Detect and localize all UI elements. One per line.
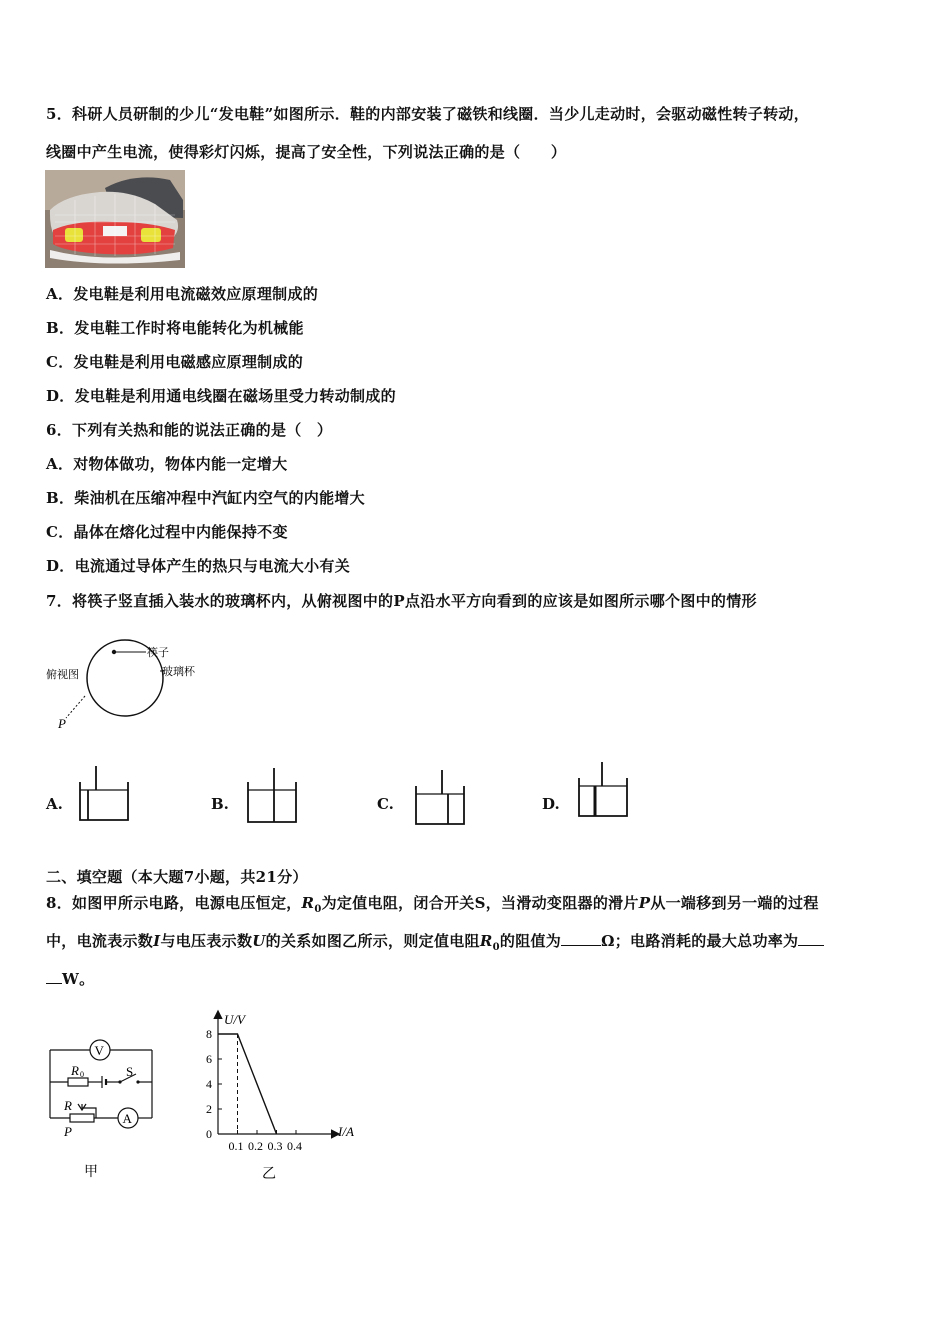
q6-option-b: B．柴油机在压缩冲程中汽缸内空气的内能增大 bbox=[46, 489, 365, 507]
q8-stem-line2: 中，电流表示数I与电压表示数U的关系如图乙所示，则定值电阻$R_0$的阻值为 Ω；电路消耗的最大总功率为 bbox=[46, 930, 824, 953]
q7-choice-d-figure bbox=[575, 760, 631, 820]
q5-stem-line2: 线圈中产生电流，使得彩灯闪烁，提高了安全性，下列说法正确的是（ ） bbox=[46, 143, 567, 161]
q5-option-b: B．发电鞋工作时将电能转化为机械能 bbox=[46, 319, 304, 337]
y-tick-label: 6 bbox=[206, 1052, 212, 1066]
circuit-p-label: P bbox=[64, 1124, 72, 1139]
point-p-label: P bbox=[58, 716, 66, 731]
y-tick-label: 2 bbox=[206, 1102, 212, 1116]
top-view-label: 俯视图 bbox=[46, 669, 79, 681]
q7-choice-a-figure bbox=[76, 764, 132, 824]
circuit-r0-label: R bbox=[71, 1063, 79, 1078]
graph-caption: 乙 bbox=[262, 1167, 276, 1182]
ammeter-label: A bbox=[122, 1111, 132, 1126]
q8-ui-graph bbox=[196, 1008, 366, 1188]
voltmeter-label: V bbox=[94, 1043, 104, 1058]
chopstick-label: 筷子 bbox=[147, 647, 169, 659]
y-tick-label: 4 bbox=[206, 1077, 212, 1091]
q5-option-a: A．发电鞋是利用电流磁效应原理制成的 bbox=[46, 285, 319, 303]
section-2-title: 二、填空题（本大题7小题，共21分） bbox=[46, 868, 308, 886]
q6-option-c: C．晶体在熔化过程中内能保持不变 bbox=[46, 523, 288, 541]
q8-blank-resistance[interactable] bbox=[561, 931, 601, 946]
circuit-r-label: R bbox=[64, 1098, 72, 1113]
q8-stem-line1: 8．如图甲所示电路，电源电压恒定，$R_0$为定值电阻，闭合开关S，当滑动变阻器的滑片P从一端移到另一端的过程 bbox=[46, 894, 819, 915]
x-tick-label: 0.1 bbox=[228, 1139, 244, 1153]
q7-top-view-figure bbox=[40, 638, 220, 734]
circuit-caption: 甲 bbox=[84, 1165, 98, 1180]
q8-circuit-diagram bbox=[44, 1036, 164, 1186]
graph-y-label: U/V bbox=[224, 1012, 245, 1027]
x-tick-label: 0.3 bbox=[267, 1139, 283, 1153]
switch-label: S bbox=[126, 1064, 134, 1079]
q6-stem: 6．下列有关热和能的说法正确的是（ ） bbox=[46, 421, 333, 439]
graph-x-label: I/A bbox=[338, 1124, 354, 1139]
y-tick-label: 8 bbox=[206, 1027, 212, 1041]
x-tick-label: 0.2 bbox=[248, 1139, 263, 1153]
shoe-image bbox=[45, 170, 185, 268]
q5-option-d: D．发电鞋是利用通电线圈在磁场里受力转动制成的 bbox=[46, 387, 396, 405]
q7-stem: 7．将筷子竖直插入装水的玻璃杯内，从俯视图中的P点沿水平方向看到的应该是如图所示哪个图中的情形 bbox=[46, 592, 757, 610]
q7-choice-c-figure bbox=[412, 768, 470, 828]
q8-blank-power-part1[interactable] bbox=[798, 931, 824, 946]
cup-label: 玻璃杯 bbox=[162, 666, 195, 678]
q7-choice-a-label: A. bbox=[46, 795, 63, 813]
y-tick-label: 0 bbox=[206, 1127, 212, 1141]
q5-option-c: C．发电鞋是利用电磁感应原理制成的 bbox=[46, 353, 304, 371]
x-tick-label: 0.4 bbox=[287, 1139, 302, 1153]
graph-series-line bbox=[218, 1034, 277, 1134]
q7-choice-c-label: C. bbox=[377, 795, 394, 813]
circuit-r0-subscript: 0 bbox=[80, 1070, 84, 1079]
q5-stem-line1: 5．科研人员研制的少儿“发电鞋”如图所示．鞋的内部安装了磁铁和线圈．当少儿走动时，会驱动磁性转子转动， bbox=[46, 105, 809, 123]
q7-choice-b-figure bbox=[244, 766, 300, 826]
q7-choice-b-label: B. bbox=[211, 795, 229, 813]
q8-stem-line3: W。 bbox=[46, 968, 94, 989]
q7-choice-d-label: D. bbox=[542, 795, 560, 813]
q8-blank-power-part2[interactable] bbox=[46, 969, 62, 984]
q6-option-d: D．电流通过导体产生的热只与电流大小有关 bbox=[46, 557, 351, 575]
q6-option-a: A．对物体做功，物体内能一定增大 bbox=[46, 455, 288, 473]
